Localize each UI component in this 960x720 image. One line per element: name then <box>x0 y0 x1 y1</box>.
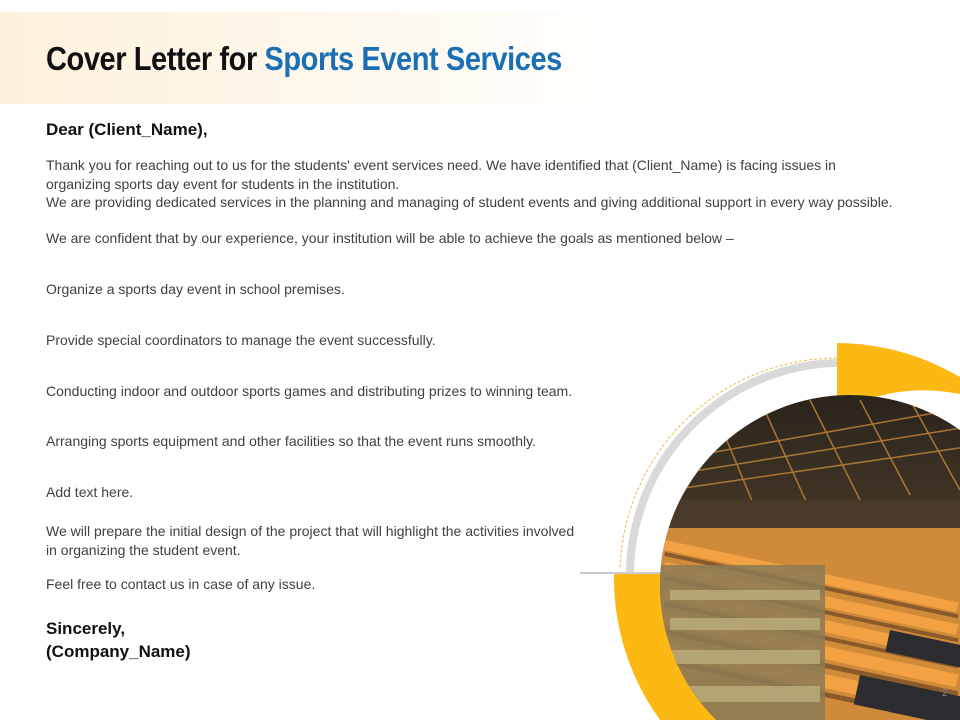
contact-paragraph: Feel free to contact us in case of any issue. <box>46 576 316 592</box>
goal-item: Arranging sports equipment and other facilities so that the event runs smoothly. <box>46 433 537 450</box>
closing-line-1: We will prepare the initial design of the project that will highlight the activities involved <box>46 523 575 539</box>
goals-list <box>46 280 572 534</box>
intro-paragraph <box>46 156 926 212</box>
goal-item: Add text here. <box>46 484 134 501</box>
goal-item: Organize a sports day event in school premises. <box>46 281 345 297</box>
stadium-photo <box>660 395 960 720</box>
intro-line-1: Thank you for reaching out to us for the students' event services need. We have identified that (Client_Name) is facing issues in <box>46 157 836 173</box>
intro-line-2: organizing sports day event for students in the institution. <box>46 175 400 192</box>
intro-line-3: We are providing dedicated services in the planning and managing of student events and giving additional support in every way possible. <box>46 194 893 210</box>
confidence-paragraph: We are confident that by our experience, your institution will be able to achieve the goals as mentioned below – <box>46 230 734 246</box>
closing-line-2: in organizing the student event. <box>46 541 241 558</box>
title-main: Cover Letter for <box>46 40 265 77</box>
company-name: (Company_Name) <box>46 642 191 661</box>
title-accent: Sports Event Services <box>264 40 562 77</box>
closing-paragraph <box>46 522 606 559</box>
goal-item: Conducting indoor and outdoor sports games and distributing prizes to winning team. <box>46 382 573 399</box>
goal-item: Provide special coordinators to manage the event successfully. <box>46 331 436 348</box>
page-title <box>46 40 562 78</box>
signoff-line-1: Sincerely, <box>46 619 126 638</box>
page-number: 2 <box>942 688 948 699</box>
signoff <box>46 617 191 663</box>
stadium-graphic <box>560 300 960 720</box>
greeting: Dear (Client_Name), <box>46 120 208 139</box>
